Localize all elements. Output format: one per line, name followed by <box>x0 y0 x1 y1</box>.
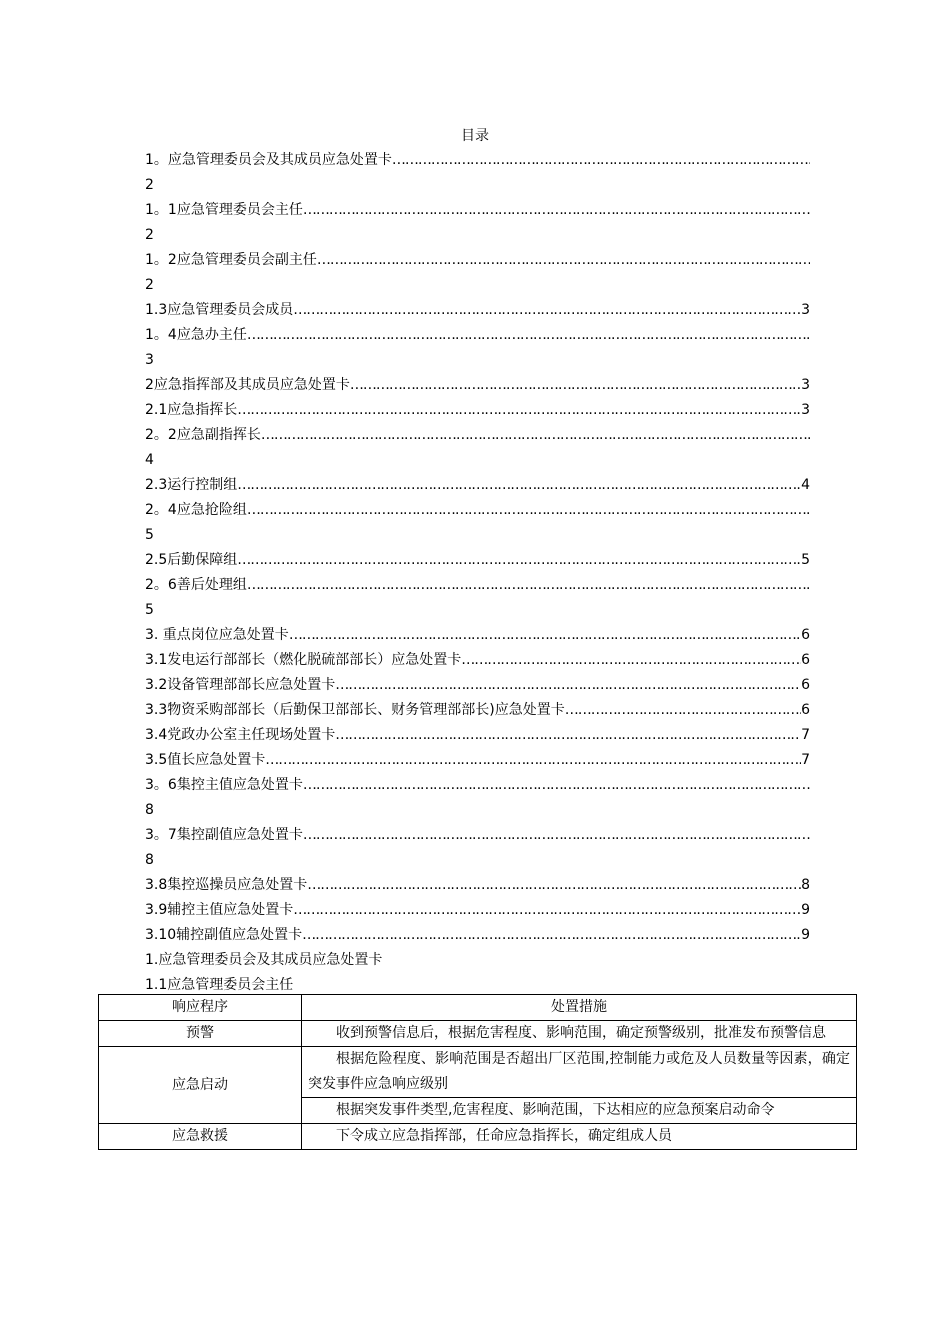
toc-line <box>145 823 810 848</box>
toc-page-number: 9 <box>801 902 810 918</box>
toc-line <box>145 198 810 223</box>
toc-entry-text: 3.3物资采购部部长（后勤保卫部部长、财务管理部部长)应急处置卡 <box>145 702 565 718</box>
toc-line <box>145 398 810 423</box>
toc-entry[interactable] <box>145 623 810 648</box>
toc-leader-dots <box>265 748 801 773</box>
toc-entry[interactable] <box>145 298 810 323</box>
toc-entry-text: 3.10辅控副值应急处置卡 <box>145 927 303 943</box>
toc-entry-text: 2。6善后处理组 <box>145 577 247 593</box>
toc-line <box>145 623 810 648</box>
table-row <box>99 1124 857 1150</box>
toc-page-number: 7 <box>801 727 810 743</box>
toc-line <box>145 923 810 948</box>
toc-entry-text: 1.3应急管理委员会成员 <box>145 302 294 318</box>
toc-line <box>145 648 810 673</box>
toc-page-number: 6 <box>801 627 810 643</box>
toc-entry-text: 2.3运行控制组 <box>145 477 238 493</box>
stage-cell: 预警 <box>99 1021 302 1047</box>
toc-page-number: 4 <box>801 477 810 493</box>
toc-line <box>145 773 810 798</box>
toc-entry[interactable] <box>145 723 810 748</box>
toc-leader-dots <box>237 473 801 498</box>
toc-leader-dots <box>289 623 801 648</box>
table-header-row <box>99 995 857 1021</box>
toc-entry[interactable] <box>145 823 810 873</box>
table-of-contents <box>145 148 810 998</box>
header-measures: 处置措施 <box>302 995 857 1021</box>
toc-leader-dots <box>317 248 810 273</box>
toc-entry-text: 3.2设备管理部部长应急处置卡 <box>145 677 336 693</box>
toc-page-number: 3 <box>801 402 810 418</box>
toc-leader-dots <box>247 498 810 523</box>
toc-entry-text: 1。应急管理委员会及其成员应急处置卡 <box>145 152 392 168</box>
table-row <box>99 1021 857 1047</box>
toc-page-number: 2 <box>145 227 154 243</box>
emergency-card-table <box>98 994 857 1150</box>
stage-cell: 应急启动 <box>99 1047 302 1124</box>
toc-line <box>145 423 810 448</box>
section-heading: 1.应急管理委员会及其成员应急处置卡 <box>145 952 383 968</box>
toc-entry[interactable] <box>145 323 810 373</box>
toc-leader-dots <box>335 723 801 748</box>
toc-page-number: 5 <box>801 552 810 568</box>
toc-leader-dots <box>335 673 801 698</box>
toc-entry[interactable] <box>145 748 810 773</box>
measure-cell: 根据危险程度、影响范围是否超出厂区范围,控制能力或危及人员数量等因素，确定突发事件应急响应级别 <box>302 1047 857 1098</box>
measure-cell: 根据突发事件类型,危害程度、影响范围，下达相应的应急预案启动命令 <box>302 1098 857 1124</box>
toc-entry[interactable] <box>145 498 810 548</box>
toc-entry-text: 1。1应急管理委员会主任 <box>145 202 303 218</box>
toc-entry-text: 2应急指挥部及其成员应急处置卡 <box>145 377 350 393</box>
toc-entry[interactable] <box>145 423 810 473</box>
toc-entry[interactable] <box>145 898 810 923</box>
toc-line <box>145 298 810 323</box>
toc-line <box>145 473 810 498</box>
toc-page-number: 6 <box>801 652 810 668</box>
toc-entry-text: 3.1发电运行部部长（燃化脱硫部部长）应急处置卡 <box>145 652 462 668</box>
toc-page-number: 5 <box>145 527 154 543</box>
toc-entry-text: 3.5值长应急处置卡 <box>145 752 266 768</box>
toc-leader-dots <box>303 773 810 798</box>
toc-entry[interactable] <box>145 673 810 698</box>
toc-entry-text: 3.4党政办公室主任现场处置卡 <box>145 727 336 743</box>
toc-line <box>145 248 810 273</box>
toc-entry[interactable] <box>145 373 810 398</box>
toc-entry[interactable] <box>145 873 810 898</box>
toc-leader-dots <box>392 148 810 173</box>
toc-entry[interactable] <box>145 198 810 248</box>
toc-line <box>145 498 810 523</box>
toc-line <box>145 148 810 173</box>
toc-entry-text: 2.5后勤保障组 <box>145 552 238 568</box>
header-response-procedure: 响应程序 <box>99 995 302 1021</box>
toc-leader-dots <box>247 323 810 348</box>
toc-entry[interactable] <box>145 248 810 298</box>
toc-entry[interactable] <box>145 548 810 573</box>
toc-leader-dots <box>565 698 801 723</box>
toc-page-number: 8 <box>145 802 154 818</box>
toc-line <box>145 723 810 748</box>
toc-page-number: 8 <box>145 852 154 868</box>
stage-cell: 应急救援 <box>99 1124 302 1150</box>
toc-page-number: 2 <box>145 277 154 293</box>
toc-line <box>145 873 810 898</box>
toc-entry-text: 2。2应急副指挥长 <box>145 427 261 443</box>
toc-line <box>145 573 810 598</box>
toc-entry[interactable] <box>145 573 810 623</box>
toc-entry-text: 3.8集控巡操员应急处置卡 <box>145 877 308 893</box>
measure-cell: 下令成立应急指挥部，任命应急指挥长，确定组成人员 <box>302 1124 857 1150</box>
toc-line <box>145 748 810 773</box>
toc-entry-text: 3。6集控主值应急处置卡 <box>145 777 303 793</box>
toc-leader-dots <box>261 423 810 448</box>
toc-leader-dots <box>302 923 801 948</box>
toc-entry-text: 3. 重点岗位应急处置卡 <box>145 627 289 643</box>
toc-entry[interactable] <box>145 773 810 823</box>
toc-entry-text: 1。4应急办主任 <box>145 327 247 343</box>
toc-entry[interactable] <box>145 923 810 948</box>
toc-leader-dots <box>293 298 801 323</box>
toc-line <box>145 548 810 573</box>
toc-entry-text: 1。2应急管理委员会副主任 <box>145 252 317 268</box>
toc-page-number: 3 <box>801 302 810 318</box>
toc-page-number: 3 <box>801 377 810 393</box>
toc-page-number: 2 <box>145 177 154 193</box>
toc-entry-text: 3。7集控副值应急处置卡 <box>145 827 303 843</box>
measure-cell: 收到预警信息后，根据危害程度、影响范围，确定预警级别，批准发布预警信息 <box>302 1021 857 1047</box>
toc-page-number: 3 <box>145 352 154 368</box>
toc-leader-dots <box>293 898 801 923</box>
toc-entry[interactable] <box>145 398 810 423</box>
toc-page-number: 8 <box>801 877 810 893</box>
toc-line <box>145 698 810 723</box>
toc-entry-text: 2.1应急指挥长 <box>145 402 238 418</box>
toc-leader-dots <box>237 398 801 423</box>
toc-leader-dots <box>247 573 810 598</box>
toc-leader-dots <box>461 648 801 673</box>
table-row <box>99 1047 857 1098</box>
toc-line <box>145 373 810 398</box>
toc-entry[interactable] <box>145 148 810 198</box>
toc-line <box>145 323 810 348</box>
toc-leader-dots <box>237 548 801 573</box>
toc-leader-dots <box>303 823 810 848</box>
toc-page-number: 9 <box>801 927 810 943</box>
toc-page-number: 4 <box>145 452 154 468</box>
toc-line <box>145 673 810 698</box>
subsection-heading: 1.1应急管理委员会主任 <box>145 977 294 993</box>
toc-entry-text: 3.9辅控主值应急处置卡 <box>145 902 294 918</box>
toc-leader-dots <box>350 373 801 398</box>
toc-entry-text: 2。4应急抢险组 <box>145 502 247 518</box>
toc-leader-dots <box>307 873 801 898</box>
toc-entry[interactable] <box>145 473 810 498</box>
toc-entry[interactable] <box>145 698 810 723</box>
toc-page-number: 5 <box>145 602 154 618</box>
toc-page-number: 6 <box>801 702 810 718</box>
toc-leader-dots <box>303 198 810 223</box>
toc-entry[interactable] <box>145 648 810 673</box>
toc-page-number: 6 <box>801 677 810 693</box>
toc-title: 目录 <box>461 128 489 144</box>
toc-line <box>145 898 810 923</box>
toc-page-number: 7 <box>801 752 810 768</box>
